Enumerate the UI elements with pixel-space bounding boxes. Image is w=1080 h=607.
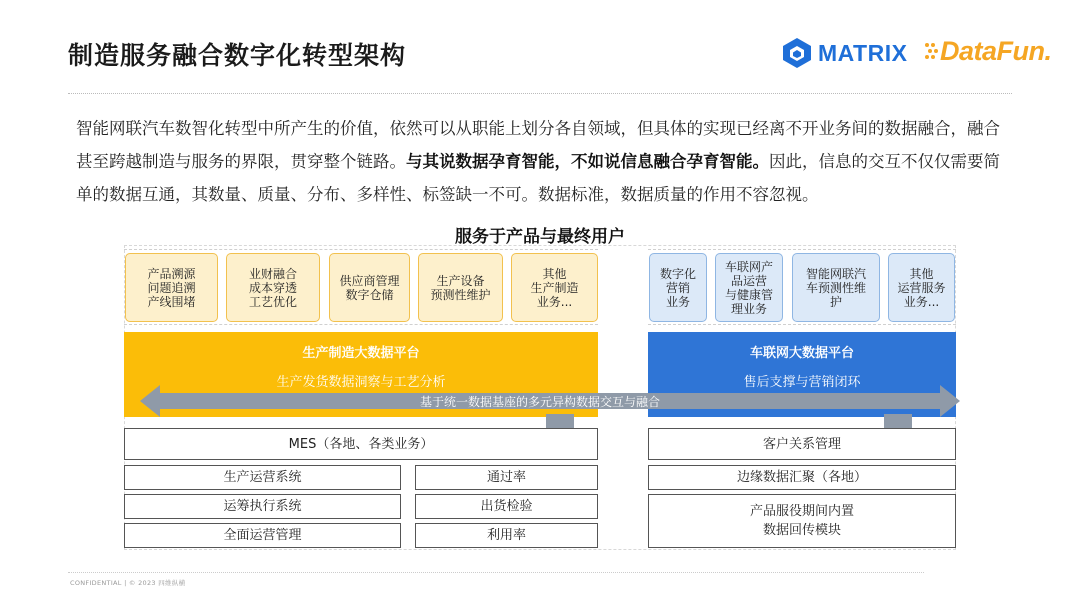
intro-paragraph: [76, 112, 1006, 211]
footer-text: CONFIDENTIAL | © 2023 四维纵横: [70, 579, 186, 587]
vehicle-platform-subtitle: 售后支撑与营销闭环: [743, 375, 861, 390]
service-card-supplier: 供应商管理 数字仓储: [329, 253, 410, 322]
metric-box-utilization: 利用率: [415, 523, 598, 548]
service-card-other-manufacturing: 其他 生产制造 业务...: [511, 253, 598, 322]
embedded-module-box: 产品服役期间内置 数据回传模块: [648, 494, 956, 548]
fusion-arrow-label: 基于统一数据基座的多元异构数据交互与融合: [419, 395, 660, 409]
system-box-execution: 运筹执行系统: [124, 494, 401, 519]
manufacturing-platform-subtitle: 生产发货数据洞察与工艺分析: [276, 375, 446, 390]
service-card-traceability: 产品溯源 问题追溯 产线围堵: [125, 253, 218, 322]
mes-box: MES（各地、各类业务）: [124, 428, 598, 460]
service-card-digital-marketing: 数字化 营销 业务: [649, 253, 707, 322]
manufacturing-platform-title: 生产制造大数据平台: [302, 346, 420, 361]
datafun-logo-text: DataFun.: [940, 35, 1052, 66]
service-card-maintenance: 生产设备 预测性维护: [418, 253, 503, 322]
system-box-operations-mgmt: 全面运营管理: [124, 523, 401, 548]
service-card-finance: 业财融合 成本穿透 工艺优化: [226, 253, 320, 322]
service-card-iov-operations: 车联网产 品运营 与健康管 理业务: [715, 253, 783, 322]
edge-aggregation-box: 边缘数据汇聚（各地）: [648, 465, 956, 490]
service-card-predictive-maintenance: 智能网联汽 车预测性维 护: [792, 253, 880, 322]
page-title: 制造服务融合数字化转型架构: [68, 41, 407, 70]
crm-box: 客户关系管理: [648, 428, 956, 460]
matrix-hexagon-icon: [782, 37, 812, 69]
metric-box-shipment-inspection: 出货检验: [415, 494, 598, 519]
intro-text-2: 因此，信息的交互不仅仅需要简单的数据互通，其数量、质量、分布、多样性、标签缺一不可。数据标准，数据质量的作用不容忽视。: [76, 152, 1000, 204]
service-card-other-operations: 其他 运营服务 业务...: [888, 253, 955, 322]
header-divider: [68, 93, 1012, 94]
service-heading: 服务于产品与最终用户: [455, 227, 625, 247]
footer-divider: [68, 572, 924, 573]
metric-box-pass-rate: 通过率: [415, 465, 598, 490]
system-box-production-ops: 生产运营系统: [124, 465, 401, 490]
intro-emphasis: 与其说数据孕育智能，不如说信息融合孕育智能。: [406, 152, 769, 171]
datafun-dots-icon: [924, 40, 940, 62]
datafun-logo: [924, 34, 1052, 68]
vehicle-platform-title: 车联网大数据平台: [749, 346, 854, 361]
matrix-logo-text: MATRIX: [818, 39, 908, 66]
intro-text-1: 智能网联汽车数智化转型中所产生的价值，依然可以从职能上划分各自领域，但具体的实现已经离不开业务间的数据融合，融合甚至跨越制造与服务的界限，贯穿整个链路。: [76, 119, 1000, 171]
matrix-logo: [782, 36, 907, 70]
